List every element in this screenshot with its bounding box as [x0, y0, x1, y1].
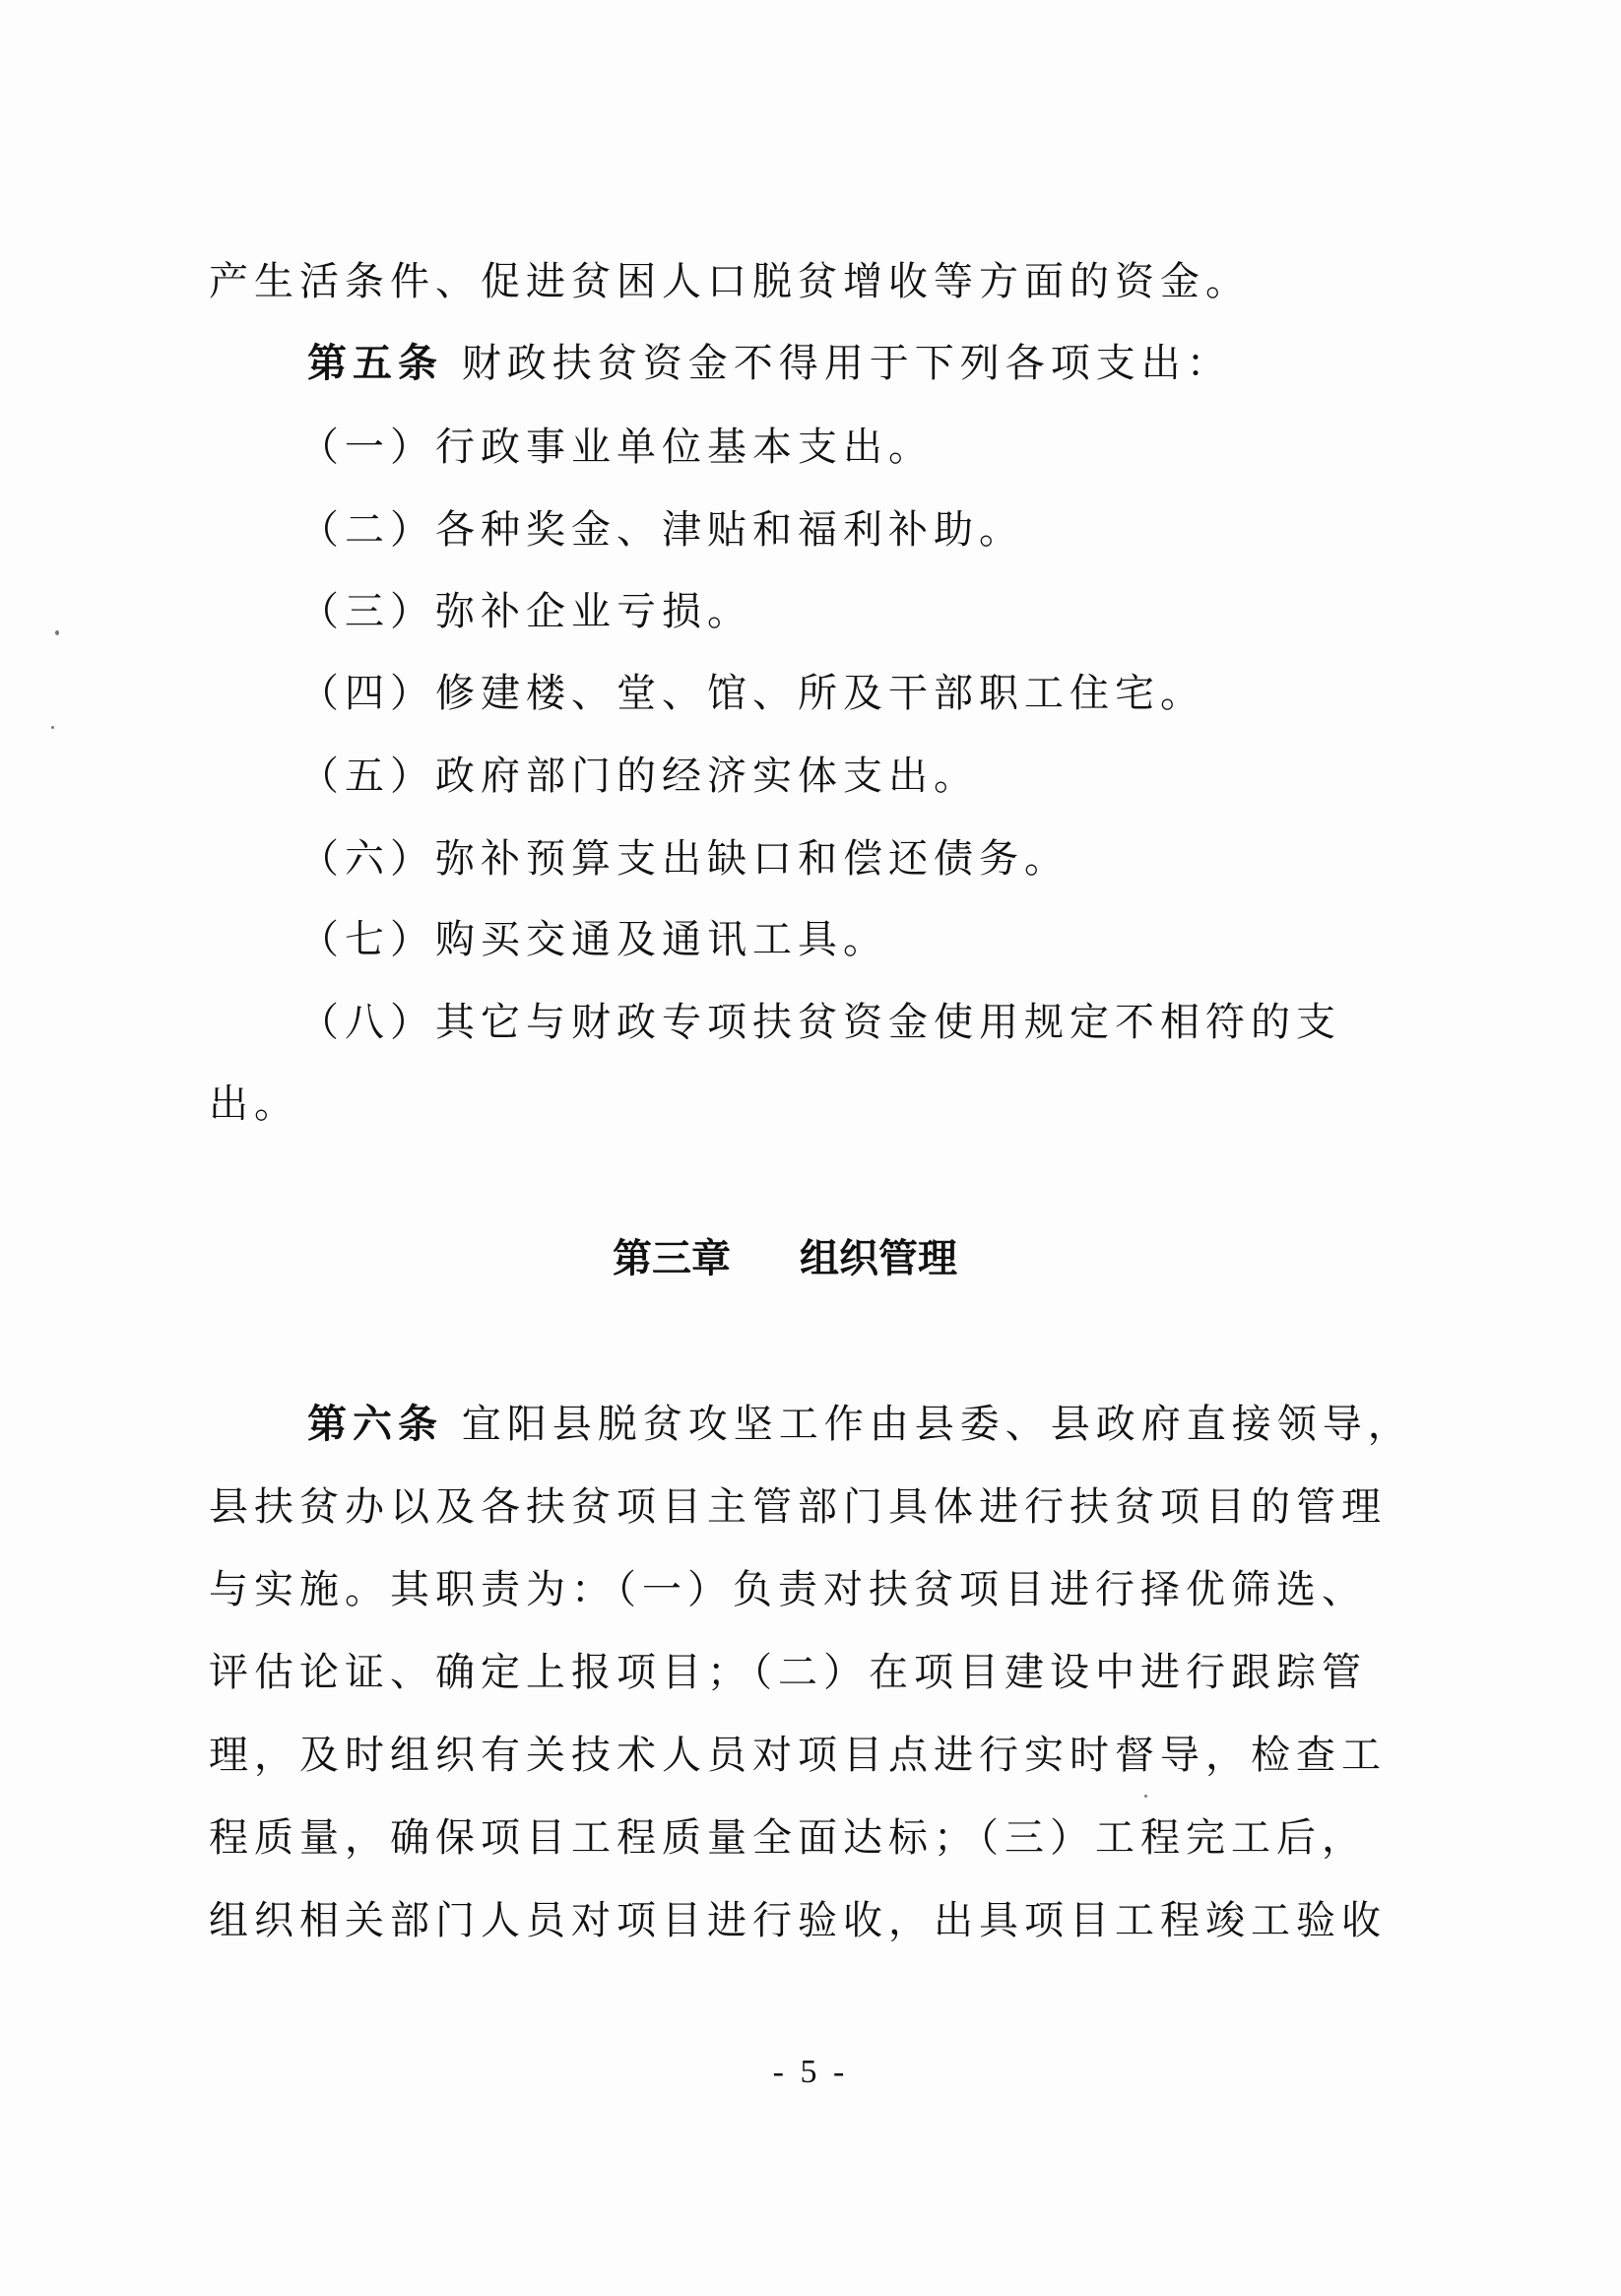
list-item: （八）其它与财政专项扶贫资金使用规定不相符的支 — [299, 1000, 1341, 1045]
article-5-heading: 第五条 — [307, 341, 443, 386]
article-5-text: 财政扶贫资金不得用于下列各项支出： — [461, 341, 1232, 386]
list-item: （二）各种奖金、津贴和福利补助。 — [299, 507, 1024, 553]
list-item: （七）购买交通及通讯工具。 — [299, 917, 888, 962]
scan-speck — [1144, 1795, 1147, 1798]
paragraph-line: 产生活条件、促进贫困人口脱贫增收等方面的资金。 — [209, 259, 1251, 304]
list-item: （一）行政事业单位基本支出。 — [299, 425, 934, 470]
list-item: （三）弥补企业亏损。 — [299, 589, 752, 634]
paragraph-line: 县扶贫办以及各扶贫项目主管部门具体进行扶贫项目的管理 — [209, 1484, 1387, 1530]
paragraph-line: 理，及时组织有关技术人员对项目点进行实时督导，检查工 — [209, 1733, 1387, 1778]
chapter-number: 第三章 — [613, 1236, 731, 1281]
article-6-heading: 第六条 — [307, 1402, 443, 1447]
paragraph-line: 组织相关部门人员对项目进行验收，出具项目工程竣工验收 — [209, 1898, 1387, 1943]
list-item: （五）政府部门的经济实体支出。 — [299, 754, 979, 799]
list-item: （四）修建楼、堂、馆、所及干部职工住宅。 — [299, 671, 1205, 716]
page-number: - 5 - — [772, 2054, 849, 2090]
scan-speck — [51, 726, 54, 729]
list-item: （六）弥补预算支出缺口和偿还债务。 — [299, 836, 1070, 882]
chapter-title: 组织管理 — [800, 1236, 957, 1281]
paragraph-line: 与实施。其职责为：（一）负责对扶贫项目进行择优筛选、 — [209, 1567, 1367, 1612]
chapter-heading — [613, 1231, 957, 1286]
list-item-continuation: 出。 — [209, 1082, 299, 1127]
article-6-text: 宜阳县脱贫攻坚工作由县委、县政府直接领导， — [461, 1402, 1413, 1447]
article-6-first-line — [307, 1397, 1413, 1452]
paragraph-line: 程质量，确保项目工程质量全面达标；（三）工程完工后， — [209, 1815, 1367, 1861]
scan-speck — [55, 630, 59, 635]
article-5-first-line — [307, 336, 1232, 391]
paragraph-line: 评估论证、确定上报项目；（二）在项目建设中进行跟踪管 — [209, 1650, 1367, 1695]
